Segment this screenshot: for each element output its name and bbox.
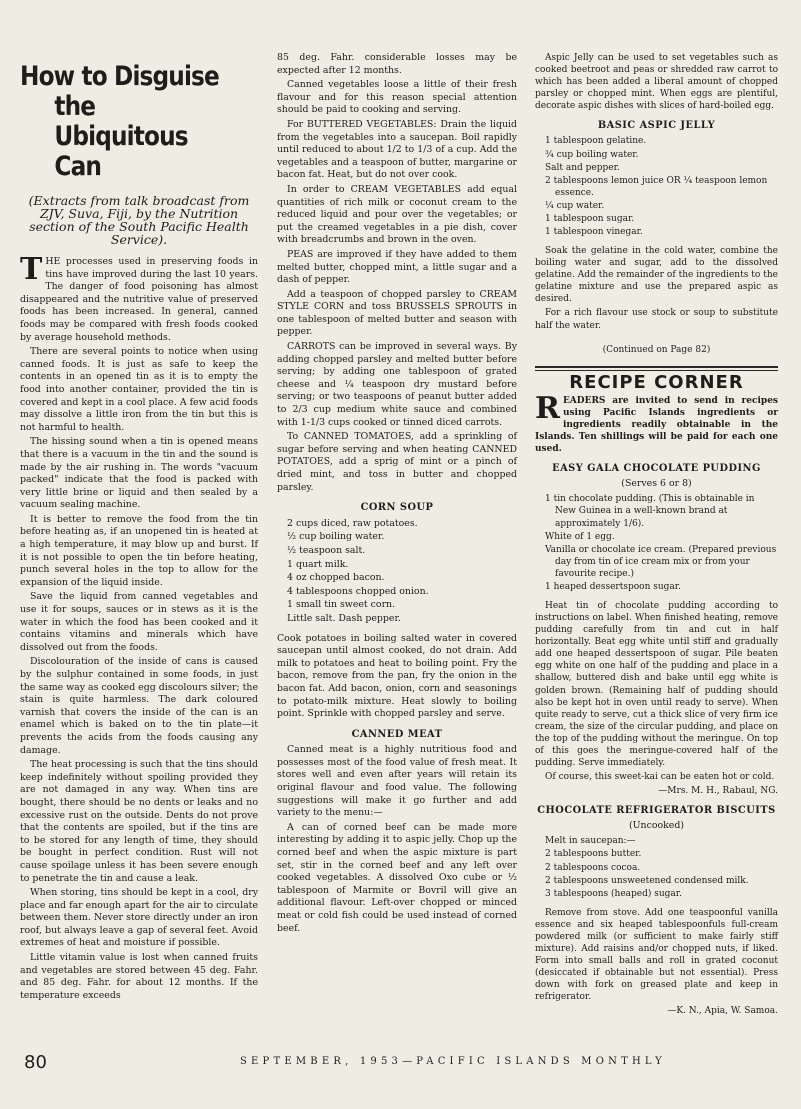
ingredient: 4 oz chopped bacon. bbox=[287, 572, 385, 584]
paragraph: PEAS are improved if they have added to them melted butter, chopped mint, a little sugar and a dash of pepper. bbox=[277, 248, 517, 286]
ingredient: 2 tablespoons cocoa. bbox=[545, 862, 641, 873]
paragraph: It is better to remove the food from the tin before heating as, if an unopened tin is heated at a high temperature, it may blow up and burst. If it is not possible to open the tin before heating, punch several holes in the top to allow for the expansion of the liquid inside. bbox=[20, 513, 258, 588]
corn-soup-method: Cook potatoes in boiling salted water in covered saucepan until almost cooked, do not drain. Add milk to potatoes and heat to boiling point. Fry the bacon, remove from the pan, fry the onion in the bacon fat. Add bacon, onion, corn and seasonings to potato-milk mixture. Heat slowly to boiling point. Sprinkle with chopped parsley and serve. bbox=[277, 632, 517, 720]
ingredient: 4 tablespoons chopped onion. bbox=[287, 585, 429, 597]
ingredient: 1 tablespoon sugar. bbox=[545, 213, 635, 224]
corn-soup-ingredients bbox=[287, 518, 517, 626]
ingredient: 2 tablespoons unsweetened condensed milk. bbox=[545, 875, 749, 886]
gala-method: Heat tin of chocolate pudding according to instructions on label. When finished heating, remove pudding carefully from tin and cut in half horizontally. Beat egg white until stiff and gradually add one heaped dessertspoon of sugar. Pile beaten egg white on one half of the pudding and place in a shallow, buttered dish and bake until egg white is golden brown. (Remaining half of pudding should also be kept hot in oven until ready to serve). When quite ready to serve, cut a thick slice of very firm ice cream, the size of the circular pudding, and place on the top of the pudding without the meringue. On top of this goes the meringue-covered half of the pudding. Serve immediately. bbox=[535, 600, 778, 768]
drop-cap: R bbox=[535, 390, 560, 426]
canned-meat-heading: CANNED MEAT bbox=[351, 728, 443, 740]
ingredient: 1 tablespoon gelatine. bbox=[545, 136, 647, 147]
gala-pudding-serves: (Serves 6 or 8) bbox=[621, 478, 692, 490]
gala-signature: —Mrs. M. H., Rabaul, NG. bbox=[658, 786, 778, 797]
paragraph: Aspic Jelly can be used to set vegetables such as cooked beetroot and peas or shredded raw carrot to which has been added a liberal amount of chopped parsley or chopped mint. When eggs are plentiful, decorate aspic dishes with slices of hard-boiled egg. bbox=[535, 53, 778, 112]
ingredient: 1 heaped dessertspoon sugar. bbox=[545, 581, 681, 592]
title-line-2: the Ubiquitous Can bbox=[54, 91, 188, 182]
ingredient: 1 tablespoon vinegar. bbox=[545, 227, 643, 238]
recipe-corner-title: RECIPE CORNER bbox=[569, 371, 744, 393]
ingredient: White of 1 egg. bbox=[545, 531, 615, 542]
ingredient: ½ teaspoon salt. bbox=[287, 544, 366, 556]
article-title bbox=[20, 62, 225, 182]
ingredient: 1 small tin sweet corn. bbox=[287, 599, 396, 611]
intro-paragraph bbox=[20, 252, 258, 344]
paragraph: The heat processing is such that the tins should keep indefinitely without spoiling provided they are not damaged in any way. When tins are bought, there should be no dents or leaks and no excessive rust on the outside. Dents do not prove that the contents are spoiled, but if the tins are to be stored for any length of time, they should be bought in perfect condition. Rust will not cause spoilage unless it has been severe enough to penetrate the tin and cause a leak. bbox=[20, 759, 258, 884]
paragraph: Canned vegetables loose a little of their fresh flavour and for this reason special attention should be paid to cooking and serving. bbox=[277, 79, 517, 116]
gala-pudding-heading: EASY GALA CHOCOLATE PUDDING bbox=[552, 463, 761, 475]
page-footer bbox=[0, 1052, 801, 1072]
ingredient: 2 cups diced, raw potatoes. bbox=[287, 517, 418, 529]
ingredient: Vanilla or chocolate ice cream. (Prepared previous day from tin of ice cream mix or from your favourite recipe.) bbox=[545, 544, 777, 579]
recipe-corner-intro bbox=[535, 390, 778, 455]
corn-soup-heading: CORN SOUP bbox=[360, 502, 434, 514]
paragraph: Save the liquid from canned vegetables and use it for soups, sauces or in stews as it is the water in which the food has been cooked and it contains vitamins and minerals which have dissolved out from the foods. bbox=[20, 591, 258, 653]
article-subtitle: (Extracts from talk broadcast from ZJV, Suva, Fiji, by the Nutrition section of the South Pacific Health Service). bbox=[28, 193, 250, 247]
paragraph: CARROTS can be improved in several ways. By adding chopped parsley and melted butter before serving; by adding one tablespoon of grated cheese and ¼ teaspoon dry mustard before serving; or two teaspoons of peanut butter added to 2/3 cup medium white sauce and combined with 1-1/3 cups cooked or tinned diced carrots. bbox=[277, 341, 517, 428]
ingredient: 2 tablespoons lemon juice OR ¼ teaspoon lemon essence. bbox=[545, 175, 768, 198]
ingredient: 2 tablespoons butter. bbox=[545, 849, 642, 860]
paragraph: To CANNED TOMATOES, add a sprinkling of sugar before serving and when heating CANNED POTATOES, add a sprig of mint or a pinch of dried mint, and toss in butter and chopped parsley. bbox=[277, 431, 517, 493]
divider-rule bbox=[535, 366, 778, 371]
ingredient: 1 tin chocolate pudding. (This is obtainable in New Guinea in a well-known brand at approximately 1/6). bbox=[545, 494, 755, 529]
aspic-jelly-heading: BASIC ASPIC JELLY bbox=[597, 120, 716, 132]
paragraph: In order to CREAM VEGETABLES add equal quantities of rich milk or coconut cream to the reduced liquid and pour over the vegetables; or put the creamed vegetables in a pie dish, cover with breadcrumbs and brown in the oven. bbox=[277, 183, 517, 246]
paragraph: Canned meat is a highly nutritious food and possesses most of the food value of fresh meat. It stores well and even after years will retain its original flavour and food value. The following suggestions will make it go further and add variety to the menu:— bbox=[277, 744, 517, 819]
intro-text: HE processes used in preserving foods in tins have improved during the last 10 years. The danger of food poisoning has almost disappeared and the nutritive value of preserved foods has been increased. In general, canned foods may be compared with fresh foods cooked by average household methods. bbox=[20, 256, 258, 343]
column-2 bbox=[277, 52, 517, 937]
biscuits-subtitle: (Uncooked) bbox=[628, 820, 685, 832]
paragraph: Add a teaspoon of chopped parsley to CREAM STYLE CORN and toss BRUSSELS SPROUTS in one tablespoon of melted butter and season with pepper. bbox=[277, 288, 517, 338]
paragraph: Soak the gelatine in the cold water, combine the boiling water and sugar, add to the dissolved gelatine. Add the remainder of the ingredients to the gelatine mixture and use the prepared aspic as desired. bbox=[535, 246, 778, 305]
biscuits-signature: —K. N., Apia, W. Samoa. bbox=[667, 1006, 778, 1017]
paragraph: When storing, tins should be kept in a cool, dry place and far enough apart for the air to circulate between them. Never store directly under an iron roof, but always leave a gap of several feet. Avoid extremes of heat and moisture if possible. bbox=[20, 887, 258, 949]
paragraph: Discolouration of the inside of cans is caused by the sulphur contained in some foods, in just the same way as cooked egg discolours silver; the stain is quite harmless. The dark coloured varnish that covers the inside of the can is an enamel which is baked on to the tin plate—it prevents the acids from the foods causing any damage. bbox=[20, 656, 258, 756]
ingredient: 1 quart milk. bbox=[287, 558, 349, 570]
title-line-1: How to Disguise bbox=[20, 61, 219, 92]
paragraph: Little vitamin value is lost when canned fruits and vegetables are stored between 45 deg. Fahr. and 85 deg. Fahr. for about 12 months. If the temperature exceeds bbox=[20, 952, 258, 1001]
column-1 bbox=[20, 52, 258, 1004]
paragraph: 85 deg. Fahr. considerable losses may be expected after 12 months. bbox=[277, 52, 517, 76]
column-3 bbox=[535, 52, 778, 1023]
ingredient: ¼ cup water. bbox=[545, 200, 605, 211]
footer-publication: SEPTEMBER, 1953—PACIFIC ISLANDS MONTHLY bbox=[240, 1056, 666, 1067]
aspic-ingredients bbox=[545, 135, 778, 238]
paragraph: For a rich flavour use stock or soup to substitute half the water. bbox=[535, 308, 778, 331]
ingredient: Melt in saucepan:— bbox=[545, 836, 636, 847]
gala-note: Of course, this sweet-kai can be eaten hot or cold. bbox=[545, 772, 775, 783]
ingredient: ½ cup boiling water. bbox=[287, 531, 385, 543]
ingredient: Little salt. Dash pepper. bbox=[287, 612, 401, 624]
paragraph: The hissing sound when a tin is opened means that there is a vacuum in the tin and the sound is made by the air rushing in. The words "vacuum packed" indicate that the food is packed with very little brine or liquid and then sealed by a vacuum sealing machine. bbox=[20, 436, 258, 511]
ingredient: 3 tablespoons (heaped) sugar. bbox=[545, 888, 682, 899]
ingredient: Salt and pepper. bbox=[545, 162, 620, 173]
paragraph: A can of corned beef can be made more interesting by adding it to aspic jelly. Chop up the corned beef and when the aspic mixture is part set, stir in the corned beef and any left over cooked vegetables. A dissolved Oxo cube or ½ tablespoon of Marmite or Bovril will give an additional flavour. Left-over chopped or minced meat or cold fish could be used instead of corned beef. bbox=[277, 821, 517, 934]
paragraph: There are several points to notice when using canned foods. It is just as safe to keep the contents in an opened tin as it is to empty the food into another container, provided the tin is covered and kept in a cool place. A few acid foods may dissolve a little iron from the tin but this is not harmful to health. bbox=[20, 346, 258, 433]
continued-note: (Continued on Page 82) bbox=[602, 344, 711, 355]
biscuits-method: Remove from stove. Add one teaspoonful vanilla essence and six heaped tablespoonfuls full-cream powdered milk (or sufficient to make fairly stiff mixture). Add raisins and/or chopped nuts, if liked. Form into small balls and roll in grated coconut (desiccated if obtainable but not essential). Press down with fork on greased plate and keep in refrigerator. bbox=[535, 907, 778, 1003]
drop-cap: T bbox=[20, 252, 43, 287]
page-number: 80 bbox=[24, 1052, 47, 1073]
biscuits-heading: CHOCOLATE REFRIGERATOR BISCUITS bbox=[537, 805, 776, 817]
biscuits-ingredients bbox=[545, 835, 778, 899]
gala-ingredients bbox=[545, 493, 778, 593]
recipe-corner-intro-text: EADERS are invited to send in recipes using Pacific Islands ingredients or ingredients readily obtainable in the Islands. Ten shillings will be paid for each one used. bbox=[535, 395, 778, 455]
paragraph: For BUTTERED VEGETABLES: Drain the liquid from the vegetables into a saucepan. Boil rapidly until reduced to about 1/2 to 1/3 of a cup. Add the vegetables and a teaspoon of butter, margarine or bacon fat. Heat, but do not over cook. bbox=[277, 118, 517, 181]
ingredient: ¾ cup boiling water. bbox=[545, 149, 639, 160]
